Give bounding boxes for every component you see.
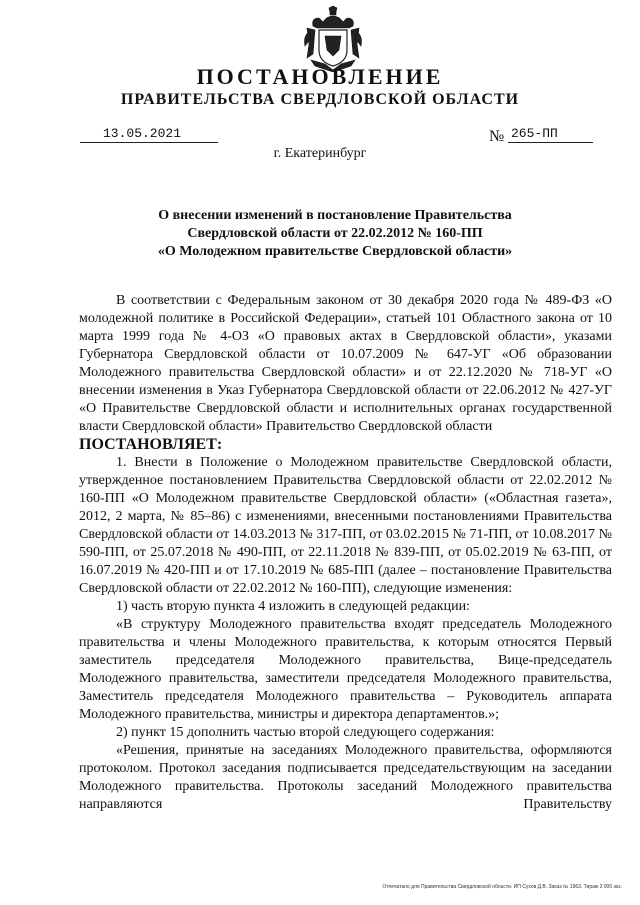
quote-1-paragraph: «В структуру Молодежного правительства входят председатель Молодежного правительства и члены Молодежного правительства, к которым относятся Первый заместитель председателя Молодежного правительства, Вице-председатель Молодежного правительства, заместители председателя Молодежного правительства, Заместитель председателя Молодежного правительства – Руководитель аппарата Молодежного правительства, министры и директора департаментов.»; (79, 617, 612, 722)
city: г. Екатеринбург (273, 146, 367, 161)
subitem-2-paragraph: 2) пункт 15 дополнить частью второй следующего содержания: (116, 725, 495, 740)
document-body (79, 292, 612, 814)
number-underline (508, 142, 593, 143)
coat-of-arms-icon (303, 6, 363, 72)
item-1-paragraph: 1. Внести в Положение о Молодежном правительстве Свердловской области, утвержденное постановлением Правительства Свердловской области от 22.02.2012 № 160-ПП «О Молодежном правительстве Свердловской области» («Областная газета», 2012, 2 марта, № 85–86) с изменениями, внесенными постановлениями Правительства Свердловской области от 14.03.2013 № 317-ПП, от 03.02.2015 № 71-ПП, от 10.08.2017 № 590-ПП, от 25.07.2018 № 490-ПП, от 22.11.2018 № 839-ПП, от 05.02.2019 № 63-ПП, от 16.07.2019 № 420-ПП и от 17.10.2019 № 685-ПП (далее – постановление Правительства Свердловской области от 22.02.2012 № 160-ПП), следующие изменения: (79, 455, 612, 596)
date-underline (80, 142, 218, 143)
decree-word: ПОСТАНОВЛЯЕТ: (79, 436, 223, 453)
heading-line: О внесении изменений в постановление Правительства (158, 208, 512, 223)
issuing-authority: ПРАВИТЕЛЬСТВА СВЕРДЛОВСКОЙ ОБЛАСТИ (120, 91, 520, 108)
preamble-paragraph: В соответствии с Федеральным законом от 30 декабря 2020 года № 489-ФЗ «О молодежной политике в Российской Федерации», статьей 101 Областного закона от 10 марта 1999 года № 4-ОЗ «О правовых актах в Свердловской области», указами Губернатора Свердловской области от 10.07.2009 № 647-УГ «Об образовании Молодежного правительства Свердловской области» и от 22.12.2020 № 718-УГ «О внесении изменения в Указ Губернатора Свердловской области от 22.06.2012 № 427-УГ «О Правительстве Свердловской области и исполнительных органах государственной власти Свердловской области» Правительство Свердловской области (79, 293, 612, 434)
document-number: 265-ПП (511, 126, 558, 141)
subitem-1-paragraph: 1) часть вторую пункта 4 изложить в следующей редакции: (116, 599, 470, 614)
heading-line: «О Молодежном правительстве Свердловской области» (157, 244, 513, 259)
document-date: 13.05.2021 (103, 126, 182, 141)
document-heading (110, 207, 560, 261)
quote-2-paragraph: «Решения, принятые на заседаниях Молодежного правительства, оформляются протоколом. Протокол заседания подписывается председательствующим на заседании Молодежного правительства. Протоколы заседаний Молодежного правительства направляются Правительству (79, 743, 612, 812)
print-imprint: Отпечатано для Правительства Свердловской области. ИП Сухов Д.В. Заказ № 1963. Тираж 2 000 экз. (382, 884, 622, 890)
number-label: № (489, 128, 505, 145)
document-type-title: ПОСТАНОВЛЕНИЕ (196, 64, 444, 89)
heading-line: Свердловской области от 22.02.2012 № 160-ПП (187, 226, 483, 241)
